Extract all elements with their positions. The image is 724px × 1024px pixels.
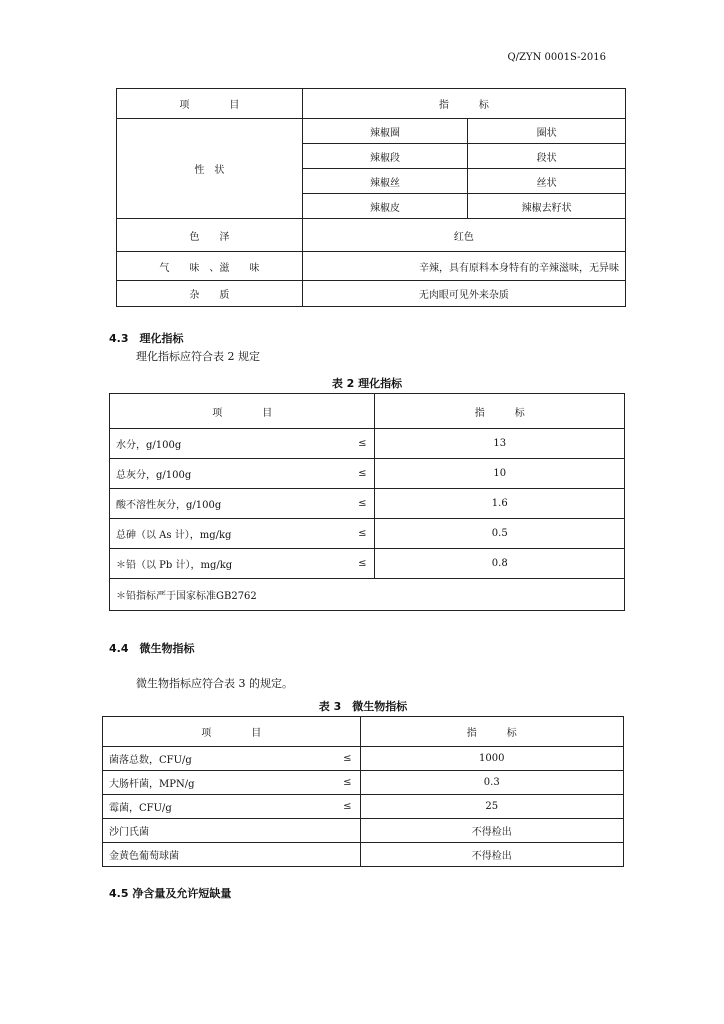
table-row xyxy=(117,219,626,252)
row-name: 水分，g/100g xyxy=(110,429,310,459)
header-item: 项 目 xyxy=(110,394,375,429)
table-row xyxy=(110,459,625,489)
section-4-5-title: 4.5 净含量及允许短缺量 xyxy=(109,887,232,900)
row-op: ≤ xyxy=(292,771,360,795)
row-value: 丝状 xyxy=(468,169,626,194)
row-name: 酸不溶性灰分，g/100g xyxy=(110,489,310,519)
row-name: 辣椒段 xyxy=(302,144,468,169)
row-name: 菌落总数，CFU/g xyxy=(103,747,293,771)
table-row xyxy=(110,549,625,579)
table-row xyxy=(103,747,624,771)
row-name: 霉菌，CFU/g xyxy=(103,795,293,819)
impurity-label: 杂 质 xyxy=(117,281,303,307)
row-value: 不得检出 xyxy=(360,843,623,867)
table-1-header xyxy=(117,89,626,119)
table-row xyxy=(117,119,626,144)
section-4-3-text: 理化指标应符合表 2 规定 xyxy=(136,350,260,363)
table-row xyxy=(117,281,626,307)
table-row xyxy=(110,489,625,519)
row-op: ≤ xyxy=(309,489,375,519)
table-row xyxy=(103,795,624,819)
row-value: 1.6 xyxy=(375,489,625,519)
section-4-3-title: 4.3 理化指标 xyxy=(109,332,184,345)
row-value: 圈状 xyxy=(468,119,626,144)
row-name: ＊铅（以 Pb 计），mg/kg xyxy=(110,549,310,579)
row-op: ≤ xyxy=(292,795,360,819)
row-op: ≤ xyxy=(292,747,360,771)
row-op xyxy=(292,843,360,867)
row-value: 0.8 xyxy=(375,549,625,579)
row-name: 大肠杆菌，MPN/g xyxy=(103,771,293,795)
row-name: 总砷（以 As 计），mg/kg xyxy=(110,519,310,549)
smell-label: 气 味 、滋 味 xyxy=(117,252,303,281)
row-op: ≤ xyxy=(309,519,375,549)
row-value: 0.5 xyxy=(375,519,625,549)
table-3-caption: 表 3 微生物指标 xyxy=(318,700,408,713)
section-4-4-text: 微生物指标应符合表 3 的规定。 xyxy=(136,677,293,690)
table-1 xyxy=(116,88,626,307)
row-value: 辣椒去籽状 xyxy=(468,194,626,219)
row-name: 辣椒丝 xyxy=(302,169,468,194)
row-name: 辣椒圈 xyxy=(302,119,468,144)
table-2-note: ＊铅指标严于国家标准GB2762 xyxy=(110,579,625,611)
row-op: ≤ xyxy=(309,429,375,459)
row-op: ≤ xyxy=(309,459,375,489)
table-2-caption: 表 2 理化指标 xyxy=(331,377,403,390)
header-index: 指 标 xyxy=(302,89,625,119)
row-value: 10 xyxy=(375,459,625,489)
table-2-header xyxy=(110,394,625,429)
row-value: 25 xyxy=(360,795,623,819)
table-row xyxy=(103,771,624,795)
row-name: 金黄色葡萄球菌 xyxy=(103,843,293,867)
header-item: 项 目 xyxy=(103,717,361,747)
row-name: 总灰分，g/100g xyxy=(110,459,310,489)
table-row xyxy=(110,429,625,459)
table-row xyxy=(103,843,624,867)
table-2-note-row xyxy=(110,579,625,611)
row-value: 不得检出 xyxy=(360,819,623,843)
row-name: 沙门氏菌 xyxy=(103,819,293,843)
row-op xyxy=(292,819,360,843)
row-value: 13 xyxy=(375,429,625,459)
table-3-header xyxy=(103,717,624,747)
section-4-4-title: 4.4 微生物指标 xyxy=(109,642,195,655)
table-2 xyxy=(109,393,625,611)
color-label: 色 泽 xyxy=(117,219,303,252)
xingzhuang-label: 性 状 xyxy=(117,119,303,219)
row-value: 0.3 xyxy=(360,771,623,795)
row-name: 辣椒皮 xyxy=(302,194,468,219)
header-code: Q/ZYN 0001S-2016 xyxy=(507,52,606,63)
header-index: 指 标 xyxy=(375,394,625,429)
header-item: 项 目 xyxy=(117,89,303,119)
color-value: 红色 xyxy=(302,219,625,252)
row-op: ≤ xyxy=(309,549,375,579)
table-row xyxy=(103,819,624,843)
table-row xyxy=(117,252,626,281)
header-index: 指 标 xyxy=(360,717,623,747)
row-value: 段状 xyxy=(468,144,626,169)
table-row xyxy=(110,519,625,549)
row-value: 1000 xyxy=(360,747,623,771)
table-3 xyxy=(102,716,624,867)
smell-value: 辛辣，具有原料本身特有的辛辣滋味，无异味 xyxy=(302,252,625,281)
impurity-value: 无肉眼可见外来杂质 xyxy=(302,281,625,307)
